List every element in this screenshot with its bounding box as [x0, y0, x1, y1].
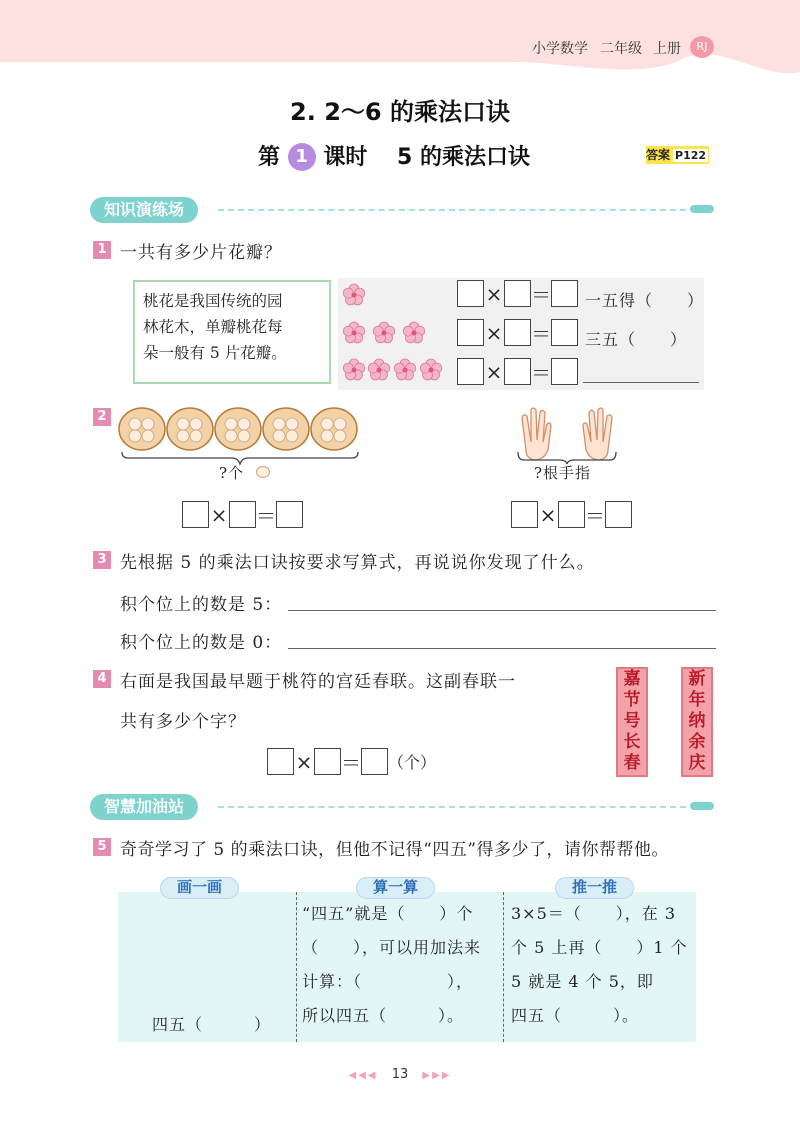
q1-rhyme-2[interactable]: 三五（ ） [585, 330, 688, 349]
pencil-icon [690, 205, 714, 213]
q1-rhyme-3-line[interactable] [583, 382, 699, 383]
couplet-char: 纳 [688, 711, 706, 731]
question-number-2: 2 [93, 408, 111, 426]
couplet-char: 庆 [688, 753, 706, 773]
flower-icon [371, 320, 397, 346]
couplet-char: 余 [688, 732, 706, 752]
deduce-line: 四五（ ）。 [511, 1006, 640, 1025]
answer-box[interactable] [605, 501, 632, 528]
lesson-title [258, 140, 530, 171]
flower-icon [366, 357, 392, 383]
q2-left-equation: × ＝ [182, 500, 303, 529]
answer-reference [646, 146, 709, 164]
note-line: 朵一般有 5 片花瓣。 [143, 344, 287, 362]
answer-box[interactable] [558, 501, 585, 528]
answer-box[interactable] [457, 280, 484, 307]
calc-line: 所以四五（ ）。 [302, 1006, 465, 1025]
answer-page: P122 [672, 148, 709, 163]
couplet-char: 春 [623, 753, 641, 773]
flower-icon [401, 320, 427, 346]
couplet-char: 节 [623, 690, 641, 710]
answer-box[interactable] [182, 501, 209, 528]
couplet-char: 新 [688, 669, 706, 689]
q3-answer-line-2[interactable] [288, 648, 716, 649]
flower-icon [341, 320, 367, 346]
lesson-suffix: 课时 [323, 145, 368, 170]
q2-right-equation: × ＝ [511, 500, 632, 529]
answer-box[interactable] [267, 748, 294, 775]
bun-icon [255, 465, 271, 479]
question-4-text-1: 右面是我国最早题于桃符的宫廷春联。这副春联一 [120, 672, 516, 692]
answer-box[interactable] [361, 748, 388, 775]
question-1-text: 一共有多少片花瓣？ [120, 243, 282, 263]
header-subject: 小学数学 [532, 41, 588, 57]
q1-equation-1: × ＝ [457, 279, 578, 308]
flower-icon [341, 282, 367, 308]
question-number-5: 5 [93, 838, 111, 856]
couplet-char: 长 [623, 732, 641, 752]
header-volume: 上册 [653, 41, 681, 57]
flower-icon [392, 357, 418, 383]
section-divider [218, 806, 686, 808]
q3-answer-line-1[interactable] [288, 610, 716, 611]
edition-badge: RJ [690, 36, 714, 58]
question-5-text: 奇奇学习了 5 的乘法口诀，但他不记得“四五”得多少了，请你帮帮他。 [120, 840, 670, 860]
lesson-number: 1 [288, 143, 316, 171]
lesson-prefix: 第 [258, 145, 281, 170]
q4-unit: （个） [388, 753, 437, 772]
next-arrows-icon: ▶▶▶ [422, 1070, 452, 1081]
calc-line: 计算：（ ）， [302, 972, 474, 991]
q1-rhyme-1[interactable]: 一五得（ ） [585, 291, 705, 310]
q2-right-caption: ?根手指 [534, 464, 592, 482]
note-line: 桃花是我国传统的园 [143, 292, 283, 310]
tag-deduce: 推一推 [555, 877, 634, 899]
pencil-icon [690, 802, 714, 810]
tag-draw: 画一画 [160, 877, 239, 899]
tag-calculate: 算一算 [356, 877, 435, 899]
flower-icon [418, 357, 444, 383]
q2-left-caption: ?个 [219, 464, 245, 482]
calc-line: （ ），可以用加法来 [302, 938, 482, 957]
question-number-4: 4 [93, 670, 111, 688]
note-line: 林花木，单瓣桃花每 [143, 318, 283, 336]
q1-equation-3: × ＝ [457, 357, 578, 386]
answer-box[interactable] [457, 358, 484, 385]
draw-answer[interactable]: 四五（ ） [152, 1015, 272, 1034]
page-footer [0, 1067, 800, 1082]
prev-arrows-icon: ◀◀◀ [348, 1070, 378, 1081]
section-divider [218, 209, 686, 211]
couplet-char: 年 [688, 690, 706, 710]
flower-icon [341, 357, 367, 383]
section-boost-banner: 智慧加油站 [90, 794, 198, 820]
answer-box[interactable] [504, 319, 531, 346]
answer-box[interactable] [551, 319, 578, 346]
deduce-line: 3×5＝（ ），在 3 [511, 904, 677, 923]
deduce-line: 个 5 上再（ ）1 个 [511, 938, 688, 957]
answer-box[interactable] [511, 501, 538, 528]
section-practice-banner: 知识演练场 [90, 197, 198, 223]
question-3-text: 先根据 5 的乘法口诀按要求写算式，再说说你发现了什么。 [120, 553, 595, 573]
answer-box[interactable] [551, 280, 578, 307]
answer-box[interactable] [504, 280, 531, 307]
q3-line-1-label: 积个位上的数是 5： [120, 595, 283, 615]
answer-box[interactable] [504, 358, 531, 385]
answer-box[interactable] [551, 358, 578, 385]
question-number-1: 1 [93, 241, 111, 259]
question-number-3: 3 [93, 551, 111, 569]
couplet-char: 嘉 [623, 669, 641, 689]
question-4-text-2: 共有多少个字？ [120, 712, 246, 732]
calc-line: “四五”就是（ ）个 [302, 904, 474, 923]
couplet-char: 号 [623, 711, 641, 731]
q1-note [133, 280, 331, 384]
answer-box[interactable] [229, 501, 256, 528]
calc-text [302, 897, 481, 1033]
answer-box[interactable] [457, 319, 484, 346]
lesson-topic: 5 的乘法口诀 [397, 145, 531, 170]
answer-box[interactable] [314, 748, 341, 775]
deduce-line: 5 就是 4 个 5，即 [511, 972, 654, 991]
header-grade: 二年级 [600, 41, 642, 57]
page-number: 13 [391, 1067, 409, 1082]
chapter-title: 2. 2～6 的乘法口诀 [290, 98, 510, 126]
q3-line-2-label: 积个位上的数是 0： [120, 633, 283, 653]
q4-equation: × ＝ （个） [267, 747, 436, 776]
q1-equation-2: × ＝ [457, 318, 578, 347]
couplet-left [616, 667, 648, 777]
column-divider [296, 892, 297, 1042]
answer-box[interactable] [276, 501, 303, 528]
deduce-text [511, 897, 688, 1033]
couplet-right [681, 667, 713, 777]
answer-label: 答案 [646, 148, 671, 162]
column-divider [503, 892, 504, 1042]
